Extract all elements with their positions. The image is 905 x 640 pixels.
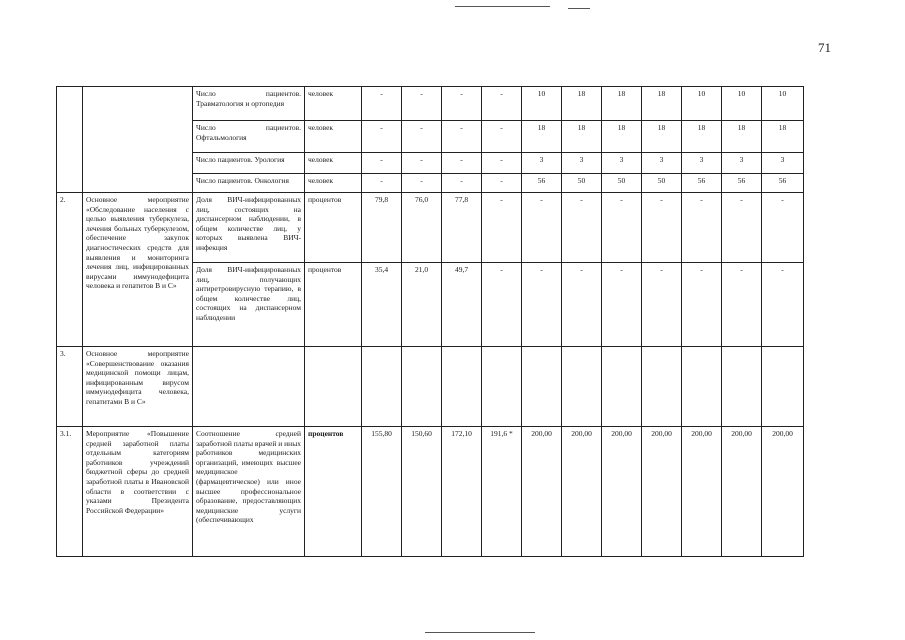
value-cell: 18 [602,87,642,121]
empty-cell [682,347,722,427]
value-cell: 10 [722,87,762,121]
unit-cell: процентов [305,193,362,263]
value-cell: - [642,263,682,347]
value-cell: 10 [682,87,722,121]
indicator-cell: Доля ВИЧ-инфицированных лиц, состоящих на диспансерном наблюдении, в общем количестве лиц, у которых выявлена ВИЧ-инфекция [193,193,305,263]
value-cell: - [482,263,522,347]
empty-cell [482,347,522,427]
value-cell: 56 [722,174,762,193]
value-cell: - [682,263,722,347]
row-number [57,87,83,193]
row-number: 2. [57,193,83,347]
value-cell: - [442,121,482,153]
value-cell: - [722,263,762,347]
table-row [57,193,804,263]
value-cell: 3 [682,153,722,174]
value-cell: - [482,87,522,121]
value-cell: - [402,121,442,153]
scan-edge-line [455,6,550,7]
empty-cell [642,347,682,427]
empty-cell [602,347,642,427]
value-cell: 49,7 [442,263,482,347]
empty-cell [722,347,762,427]
table-row [57,427,804,557]
value-cell: 3 [722,153,762,174]
value-cell: 56 [522,174,562,193]
value-cell: 200,00 [562,427,602,557]
value-cell: - [482,121,522,153]
value-cell: 18 [762,121,804,153]
indicator-cell: Число пациентов. Офтальмология [193,121,305,153]
row-number: 3. [57,347,83,427]
empty-cell [522,347,562,427]
value-cell: 18 [562,87,602,121]
value-cell: 172,10 [442,427,482,557]
row-number: 3.1. [57,427,83,557]
value-cell: 18 [642,87,682,121]
value-cell: 10 [522,87,562,121]
value-cell: 200,00 [522,427,562,557]
page-number: 71 [818,40,831,55]
unit-cell: человек [305,174,362,193]
value-cell: 200,00 [682,427,722,557]
table-row [57,87,804,121]
unit-cell: человек [305,121,362,153]
table-row [57,347,804,427]
value-cell: - [602,193,642,263]
value-cell: 10 [762,87,804,121]
value-cell: - [522,193,562,263]
value-cell: - [682,193,722,263]
value-cell: - [562,263,602,347]
value-cell: 200,00 [762,427,804,557]
value-cell: 76,0 [402,193,442,263]
empty-cell [762,347,804,427]
value-cell: 150,60 [402,427,442,557]
value-cell: - [642,193,682,263]
value-cell: - [482,153,522,174]
event-cell: Основное мероприятие «Совершенствование оказания медицинской помощи лицам, инфицированным вирусом иммунодефицита человека, гепатитами В и С» [83,347,193,427]
value-cell: - [722,193,762,263]
scan-edge-line [425,632,535,633]
empty-cell [442,347,482,427]
value-cell: - [602,263,642,347]
value-cell: 18 [562,121,602,153]
value-cell: - [402,87,442,121]
empty-cell [362,347,402,427]
value-cell: - [762,193,804,263]
unit-cell: человек [305,153,362,174]
value-cell: 155,80 [362,427,402,557]
unit-cell: человек [305,87,362,121]
value-cell: - [482,193,522,263]
value-cell: - [562,193,602,263]
value-cell: 3 [522,153,562,174]
value-cell: 3 [562,153,602,174]
event-cell: Основное мероприятие «Обследование населения с целью выявления туберкулеза, лечения больных туберкулезом, обеспечение закупок диагностических средств для выявления и мониторинга лечения лиц, инфицированных вирусами иммунодефицита человека и гепатитов В и С» [83,193,193,347]
scan-edge-line [568,8,590,9]
value-cell: 3 [762,153,804,174]
empty-cell [305,347,362,427]
value-cell: 18 [522,121,562,153]
empty-cell [562,347,602,427]
unit-cell: процентов [305,427,362,557]
event-cell [83,87,193,193]
value-cell: - [362,121,402,153]
value-cell: 200,00 [642,427,682,557]
value-cell: 21,0 [402,263,442,347]
value-cell: - [482,174,522,193]
value-cell: - [362,153,402,174]
value-cell: 56 [682,174,722,193]
value-cell: 18 [642,121,682,153]
value-cell: 3 [642,153,682,174]
value-cell: 200,00 [722,427,762,557]
value-cell: 79,8 [362,193,402,263]
value-cell: - [362,174,402,193]
value-cell: 77,8 [442,193,482,263]
value-cell: 18 [722,121,762,153]
value-cell: 50 [602,174,642,193]
indicators-table [56,86,804,557]
empty-cell [402,347,442,427]
value-cell: - [762,263,804,347]
value-cell: 3 [602,153,642,174]
indicator-cell: Число пациентов. Онкология [193,174,305,193]
value-cell: - [362,87,402,121]
value-cell: 50 [642,174,682,193]
event-cell: Мероприятие «Повышение средней заработной платы отдельным категориям работников учреждений бюджетной сферы до средней заработной платы в Ивановской области в соответствии с указами Президента Российской Федерации» [83,427,193,557]
indicator-cell: Число пациентов. Травматология и ортопедия [193,87,305,121]
value-cell: 18 [682,121,722,153]
value-cell: - [402,153,442,174]
value-cell: - [402,174,442,193]
value-cell: - [522,263,562,347]
value-cell: 200,00 [602,427,642,557]
value-cell: - [442,153,482,174]
empty-cell [193,347,305,427]
value-cell: 35,4 [362,263,402,347]
value-cell: - [442,87,482,121]
unit-cell: процентов [305,263,362,347]
indicator-cell: Соотношение средней заработной платы врачей и иных работников медицинских организаций, имеющих высшее медицинское (фармацевтическое) или иное высшее профессиональное образование, предоставляющих медицинские услуги (обеспечивающих [193,427,305,557]
value-cell: - [442,174,482,193]
value-cell: 18 [602,121,642,153]
indicator-cell: Число пациентов. Урология [193,153,305,174]
value-cell: 56 [762,174,804,193]
value-cell: 191,6 * [482,427,522,557]
indicator-cell: Доля ВИЧ-инфицированных лиц, получающих антиретровирусную терапию, в общем количестве лиц, состоящих на диспансерном наблюдении [193,263,305,347]
value-cell: 50 [562,174,602,193]
